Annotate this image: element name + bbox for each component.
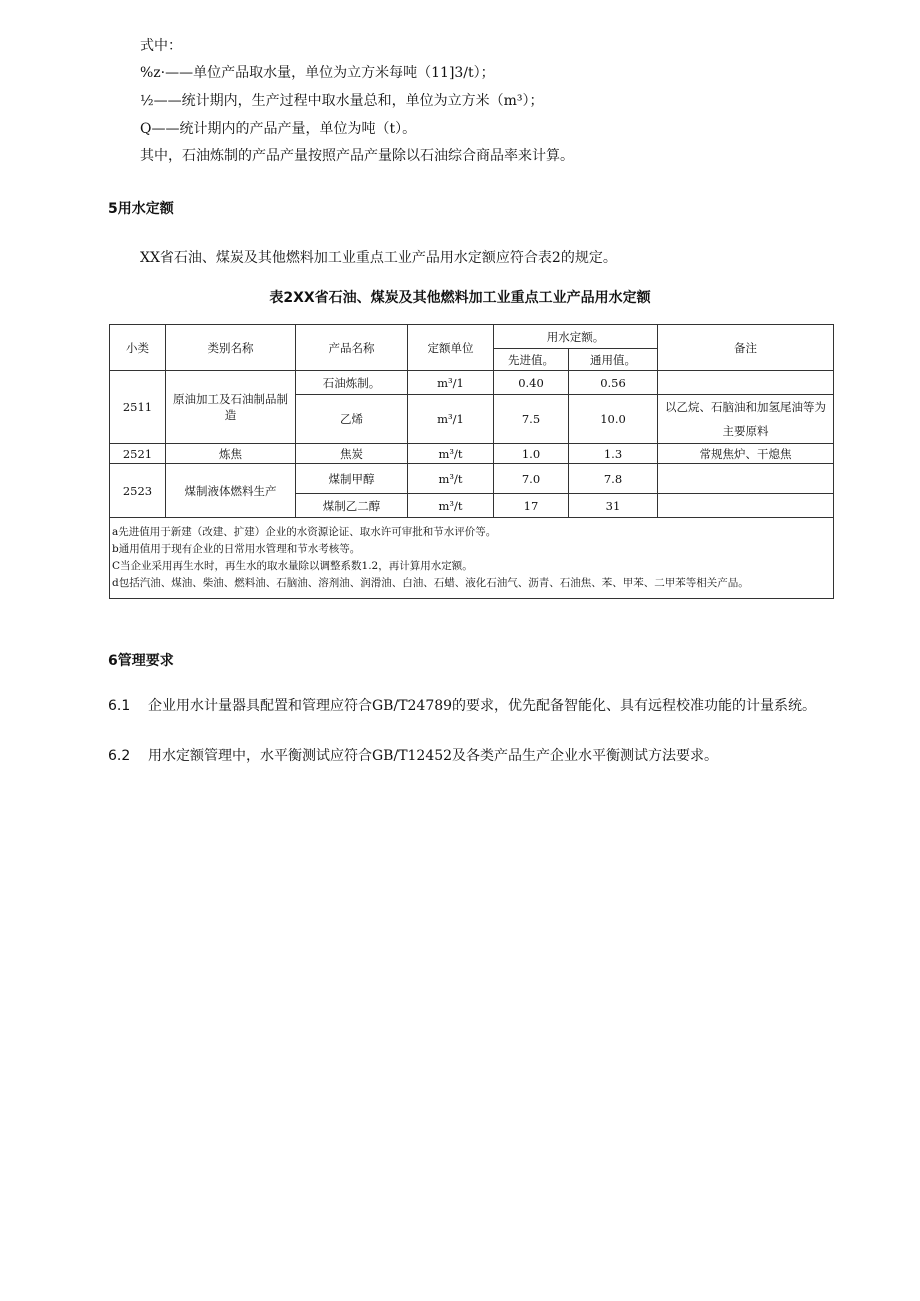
- table-footnotes-row: [110, 518, 834, 599]
- table-footnotes: [110, 518, 834, 599]
- cell-subclass: 2521: [110, 444, 166, 464]
- clause-6-2: [108, 744, 832, 769]
- cell-subclass: 2511: [110, 371, 166, 444]
- header-product: 产品名称: [296, 325, 408, 371]
- cell-general: 7.8: [569, 464, 658, 494]
- formula-intro: 式中：: [140, 38, 182, 54]
- cell-product: 煤制乙二醇: [296, 494, 408, 518]
- cell-product: 乙烯: [296, 395, 408, 444]
- cell-category: 原油加工及石油制品制造: [166, 371, 296, 444]
- table-row: [110, 444, 834, 464]
- variable-definition-vi: ½——统计期内，生产过程中取水量总和，单位为立方米（m³）；: [140, 93, 544, 109]
- variable-definition-vz: %z·——单位产品取水量，单位为立方米每吨（11]3∕t）；: [140, 65, 495, 81]
- section-5-body: XX省石油、煤炭及其他燃料加工业重点工业产品用水定额应符合表2的规定。: [140, 250, 617, 266]
- header-subclass: 小类: [110, 325, 166, 371]
- header-category: 类别名称: [166, 325, 296, 371]
- table-row: [110, 371, 834, 395]
- cell-remark: [658, 464, 834, 494]
- cell-subclass: 2523: [110, 464, 166, 518]
- cell-advanced: 1.0: [494, 444, 569, 464]
- cell-unit: m³∕t: [408, 494, 494, 518]
- header-unit: 定额单位: [408, 325, 494, 371]
- header-general: 通用值。: [569, 349, 658, 371]
- cell-general: 31: [569, 494, 658, 518]
- cell-category: 炼焦: [166, 444, 296, 464]
- footnote-d: d包括汽油、煤油、柴油、燃料油、石脑油、溶剂油、润滑油、白油、石蜡、液化石油气、沥青、石油焦、苯、甲苯、二甲苯等相关产品。: [112, 577, 749, 589]
- footnote-a: a先进值用于新建（改建、扩建）企业的水资源论证、取水许可审批和节水评价等。: [112, 526, 497, 538]
- cell-remark: [658, 494, 834, 518]
- section-5-heading: 5用水定额: [108, 201, 174, 217]
- cell-unit: m³/1: [408, 371, 494, 395]
- water-quota-table: [109, 324, 834, 599]
- table-title: 表2XX省石油、煤炭及其他燃料加工业重点工业产品用水定额: [269, 290, 651, 306]
- cell-advanced: 0.40: [494, 371, 569, 395]
- cell-advanced: 17: [494, 494, 569, 518]
- cell-remark: 常规焦炉、干熄焦: [658, 444, 834, 464]
- footnote-b: b通用值用于现有企业的日常用水管理和节水考核等。: [112, 543, 361, 555]
- section-6-heading: 6管理要求: [108, 653, 174, 669]
- header-advanced: 先进值。: [494, 349, 569, 371]
- cell-product: 石油炼制。: [296, 371, 408, 395]
- header-remark: 备注: [658, 325, 834, 371]
- clause-number: 6.2: [108, 748, 131, 764]
- cell-unit: m³/1: [408, 395, 494, 444]
- header-quota: 用水定额。: [494, 325, 658, 349]
- clause-6-1: [108, 694, 832, 719]
- cell-general: 1.3: [569, 444, 658, 464]
- cell-general: 10.0: [569, 395, 658, 444]
- table-row: [110, 464, 834, 494]
- clause-text: 用水定额管理中，水平衡测试应符合GB/T12452及各类产品生产企业水平衡测试方法要求。: [148, 748, 719, 764]
- variable-definition-q: Q——统计期内的产品产量，单位为吨（t）。: [140, 121, 417, 137]
- cell-unit: m³∕t: [408, 444, 494, 464]
- cell-product: 焦炭: [296, 444, 408, 464]
- cell-category: 煤制液体燃料生产: [166, 464, 296, 518]
- cell-general: 0.56: [569, 371, 658, 395]
- production-note: 其中，石油炼制的产品产量按照产品产量除以石油综合商品率来计算。: [140, 148, 574, 164]
- clause-number: 6.1: [108, 698, 131, 714]
- cell-advanced: 7.5: [494, 395, 569, 444]
- cell-unit: m³∕t: [408, 464, 494, 494]
- cell-remark: 以乙烷、石脑油和加氢尾油等为主要原料: [658, 395, 834, 444]
- cell-advanced: 7.0: [494, 464, 569, 494]
- table-header-row: [110, 325, 834, 349]
- footnote-c: C当企业采用再生水时，再生水的取水量除以调整系数1.2，再计算用水定额。: [112, 560, 473, 572]
- cell-remark: [658, 371, 834, 395]
- clause-text: 企业用水计量器具配置和管理应符合GB/T24789的要求，优先配备智能化、具有远程校准功能的计量系统。: [148, 698, 817, 714]
- cell-product: 煤制甲醇: [296, 464, 408, 494]
